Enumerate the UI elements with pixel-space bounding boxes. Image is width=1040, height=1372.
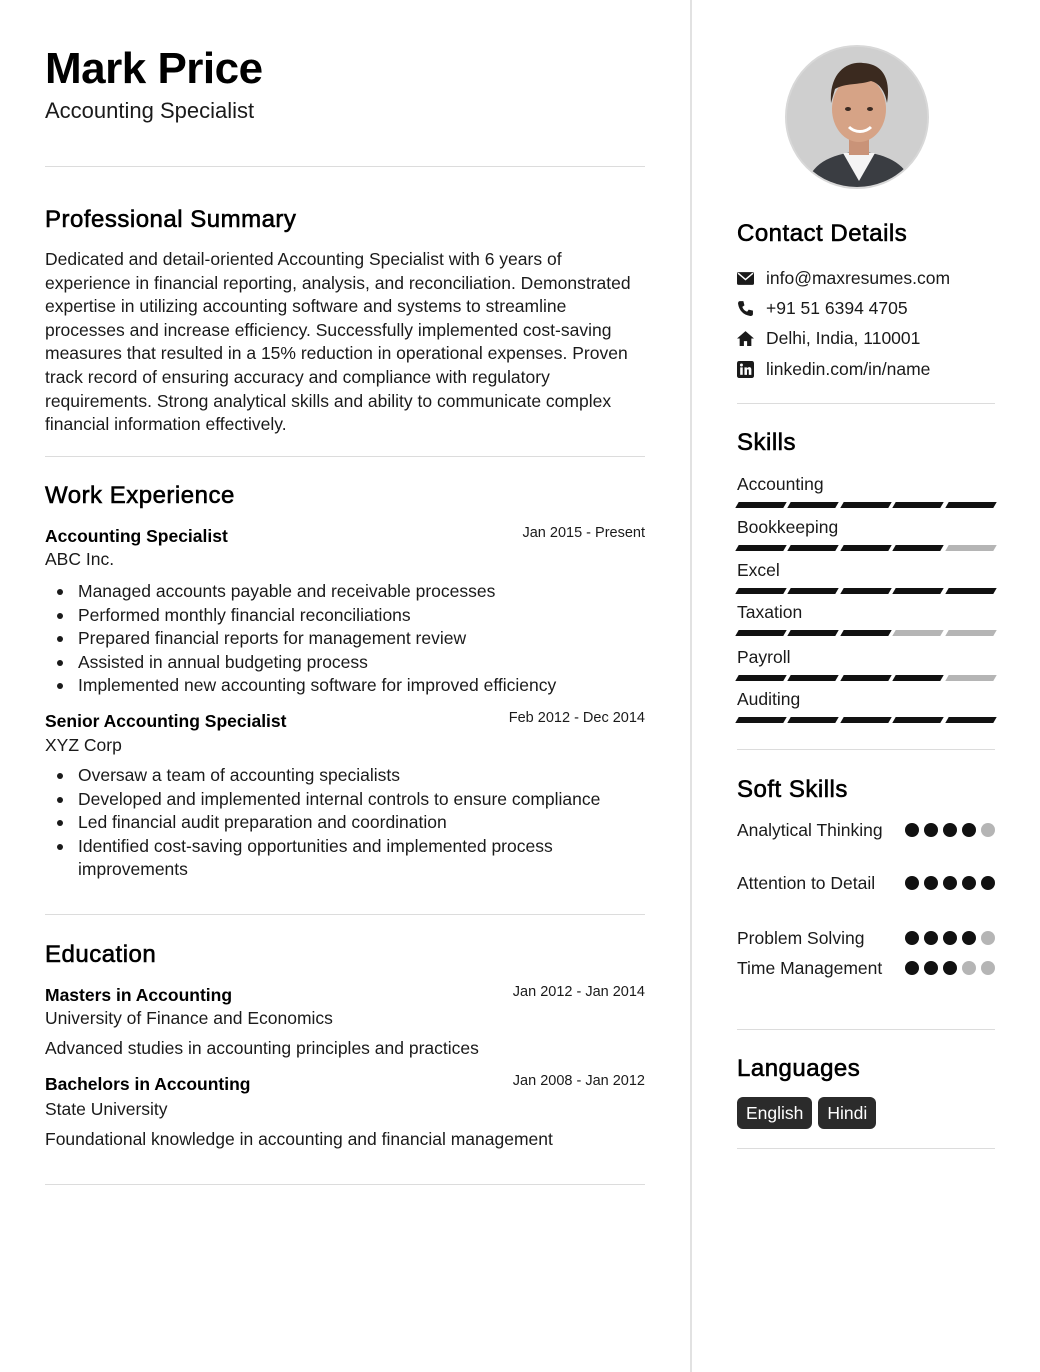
contact-phone[interactable]: [737, 298, 908, 319]
job-bullets: [78, 580, 638, 698]
rating-dot-empty: [981, 931, 995, 945]
section-divider: [737, 1148, 995, 1149]
skill-segment-filled: [788, 545, 840, 551]
rating-dot-filled: [962, 823, 976, 837]
degree-title: Bachelors in Accounting: [45, 1074, 251, 1094]
skill-name: Excel: [737, 560, 780, 580]
skill-level-bar: [737, 630, 995, 636]
soft-skill-name: Attention to Detail: [737, 873, 876, 893]
degree-title: Masters in Accounting: [45, 985, 233, 1005]
rating-dot-empty: [981, 961, 995, 975]
rating-dot-filled: [924, 823, 938, 837]
candidate-role: Accounting Specialist: [45, 98, 255, 123]
skills-heading: Skills: [737, 429, 797, 456]
degree-dates: Jan 2008 - Jan 2012: [512, 1073, 645, 1089]
skill-segment-filled: [840, 630, 892, 636]
section-divider: [737, 1029, 995, 1030]
skill-name: Accounting: [737, 474, 824, 494]
skill-segment-empty: [945, 545, 997, 551]
contact-linkedin[interactable]: [737, 359, 930, 380]
skill-segment-empty: [892, 630, 944, 636]
rating-dot-filled: [905, 961, 919, 975]
soft-skill-name: Analytical Thinking: [737, 820, 883, 840]
rating-dot-filled: [924, 931, 938, 945]
skill-segment-filled: [892, 588, 944, 594]
skill-segment-filled: [735, 502, 787, 508]
email-text: info@maxresumes.com: [766, 268, 951, 288]
soft-skills-heading: Soft Skills: [737, 776, 848, 803]
school-name: State University: [45, 1099, 168, 1119]
skill-segment-filled: [840, 502, 892, 508]
rating-dot-filled: [924, 876, 938, 890]
job-bullets: [78, 764, 623, 882]
list-item: Performed monthly financial reconciliations: [78, 604, 638, 628]
list-item: Implemented new accounting software for improved efficiency: [78, 674, 638, 698]
list-item: Assisted in annual budgeting process: [78, 651, 638, 675]
job-company: ABC Inc.: [45, 549, 115, 569]
section-divider: [45, 166, 645, 167]
list-item: Identified cost-saving opportunities and implemented process improvements: [78, 835, 623, 882]
summary-heading: Professional Summary: [45, 206, 297, 233]
skill-name: Auditing: [737, 689, 801, 709]
language-badge: Hindi: [818, 1097, 876, 1129]
rating-dot-filled: [943, 876, 957, 890]
portrait-illustration: [787, 47, 929, 189]
rating-dot-filled: [924, 961, 938, 975]
summary-text: Dedicated and detail-oriented Accounting Specialist with 6 years of experience in financial reporting, analysis, and reconciliation. Demonstrated expertise in utilizing accounting software and systems to streamline processes and increase efficiency. Successfully implemented cost-saving measures that resulted in a 15% reduction in operational expenses. Proven track record of ensuring accuracy and compliance with regulatory requirements. Strong analytical skills and ability to communicate complex financial information effectively.: [45, 249, 631, 435]
list-item: Prepared financial reports for management review: [78, 627, 638, 651]
skill-segment-filled: [788, 588, 840, 594]
degree-description: Foundational knowledge in accounting and financial management: [45, 1129, 553, 1149]
skill-segment-filled: [788, 675, 840, 681]
soft-skill-name: Problem Solving: [737, 928, 865, 948]
rating-dot-filled: [943, 931, 957, 945]
contact-address: [737, 328, 920, 349]
soft-skill-rating: [905, 961, 995, 975]
skill-segment-filled: [788, 502, 840, 508]
rating-dot-filled: [943, 823, 957, 837]
candidate-name: Mark Price: [45, 44, 263, 93]
language-badge: English: [737, 1097, 812, 1129]
education-heading: Education: [45, 941, 157, 968]
list-item: Developed and implemented internal controls to ensure compliance: [78, 788, 623, 812]
soft-skill-rating: [905, 876, 995, 890]
skill-segment-filled: [735, 717, 787, 723]
list-item: Oversaw a team of accounting specialists: [78, 764, 623, 788]
skill-segment-filled: [840, 588, 892, 594]
profile-photo: [785, 45, 929, 189]
section-divider: [45, 914, 645, 915]
skill-level-bar: [737, 588, 995, 594]
list-item: Managed accounts payable and receivable processes: [78, 580, 638, 604]
job-title: Accounting Specialist: [45, 526, 228, 546]
job-company: XYZ Corp: [45, 735, 122, 755]
section-divider: [737, 403, 995, 404]
experience-heading: Work Experience: [45, 482, 235, 509]
rating-dot-empty: [962, 961, 976, 975]
soft-skill-rating: [905, 823, 995, 837]
contact-heading: Contact Details: [737, 220, 908, 247]
skill-name: Taxation: [737, 602, 803, 622]
skill-segment-filled: [788, 630, 840, 636]
rating-dot-filled: [905, 876, 919, 890]
degree-description: Advanced studies in accounting principles and practices: [45, 1038, 479, 1058]
skill-name: Bookkeeping: [737, 517, 839, 537]
languages-list: [737, 1097, 876, 1129]
rating-dot-filled: [981, 876, 995, 890]
skill-segment-empty: [945, 675, 997, 681]
skill-segment-filled: [892, 502, 944, 508]
skill-segment-filled: [945, 717, 997, 723]
rating-dot-filled: [962, 931, 976, 945]
section-divider: [737, 749, 995, 750]
contact-email[interactable]: [737, 268, 950, 289]
skill-segment-filled: [735, 588, 787, 594]
skill-segment-filled: [735, 545, 787, 551]
phone-icon: [737, 300, 754, 317]
languages-heading: Languages: [737, 1055, 861, 1082]
skill-segment-filled: [788, 717, 840, 723]
linkedin-text: linkedin.com/in/name: [766, 359, 931, 379]
skill-segment-filled: [892, 675, 944, 681]
section-divider: [45, 1184, 645, 1185]
rating-dot-filled: [943, 961, 957, 975]
skill-name: Payroll: [737, 647, 791, 667]
rating-dot-empty: [981, 823, 995, 837]
skill-segment-empty: [945, 630, 997, 636]
soft-skill-rating: [905, 931, 995, 945]
rating-dot-filled: [905, 823, 919, 837]
skill-segment-filled: [735, 630, 787, 636]
job-dates: Jan 2015 - Present: [522, 525, 645, 541]
envelope-icon: [737, 270, 754, 287]
school-name: University of Finance and Economics: [45, 1008, 333, 1028]
skill-segment-filled: [840, 545, 892, 551]
skill-segment-filled: [945, 588, 997, 594]
skill-level-bar: [737, 675, 995, 681]
skill-segment-filled: [945, 502, 997, 508]
skill-segment-filled: [840, 675, 892, 681]
skill-segment-filled: [735, 675, 787, 681]
linkedin-icon: [737, 361, 754, 378]
section-divider: [45, 456, 645, 457]
soft-skill-name: Time Management: [737, 958, 883, 978]
home-icon: [737, 330, 754, 347]
skill-level-bar: [737, 545, 995, 551]
rating-dot-filled: [905, 931, 919, 945]
address-text: Delhi, India, 110001: [766, 328, 921, 348]
skill-segment-filled: [892, 545, 944, 551]
job-title: Senior Accounting Specialist: [45, 711, 287, 731]
rating-dot-filled: [962, 876, 976, 890]
degree-dates: Jan 2012 - Jan 2014: [512, 984, 645, 1000]
skill-segment-filled: [840, 717, 892, 723]
list-item: Led financial audit preparation and coordination: [78, 811, 623, 835]
column-divider: [690, 0, 692, 1372]
skill-level-bar: [737, 502, 995, 508]
phone-text: +91 51 6394 4705: [766, 298, 908, 318]
skill-segment-filled: [892, 717, 944, 723]
skill-level-bar: [737, 717, 995, 723]
job-dates: Feb 2012 - Dec 2014: [508, 710, 645, 726]
